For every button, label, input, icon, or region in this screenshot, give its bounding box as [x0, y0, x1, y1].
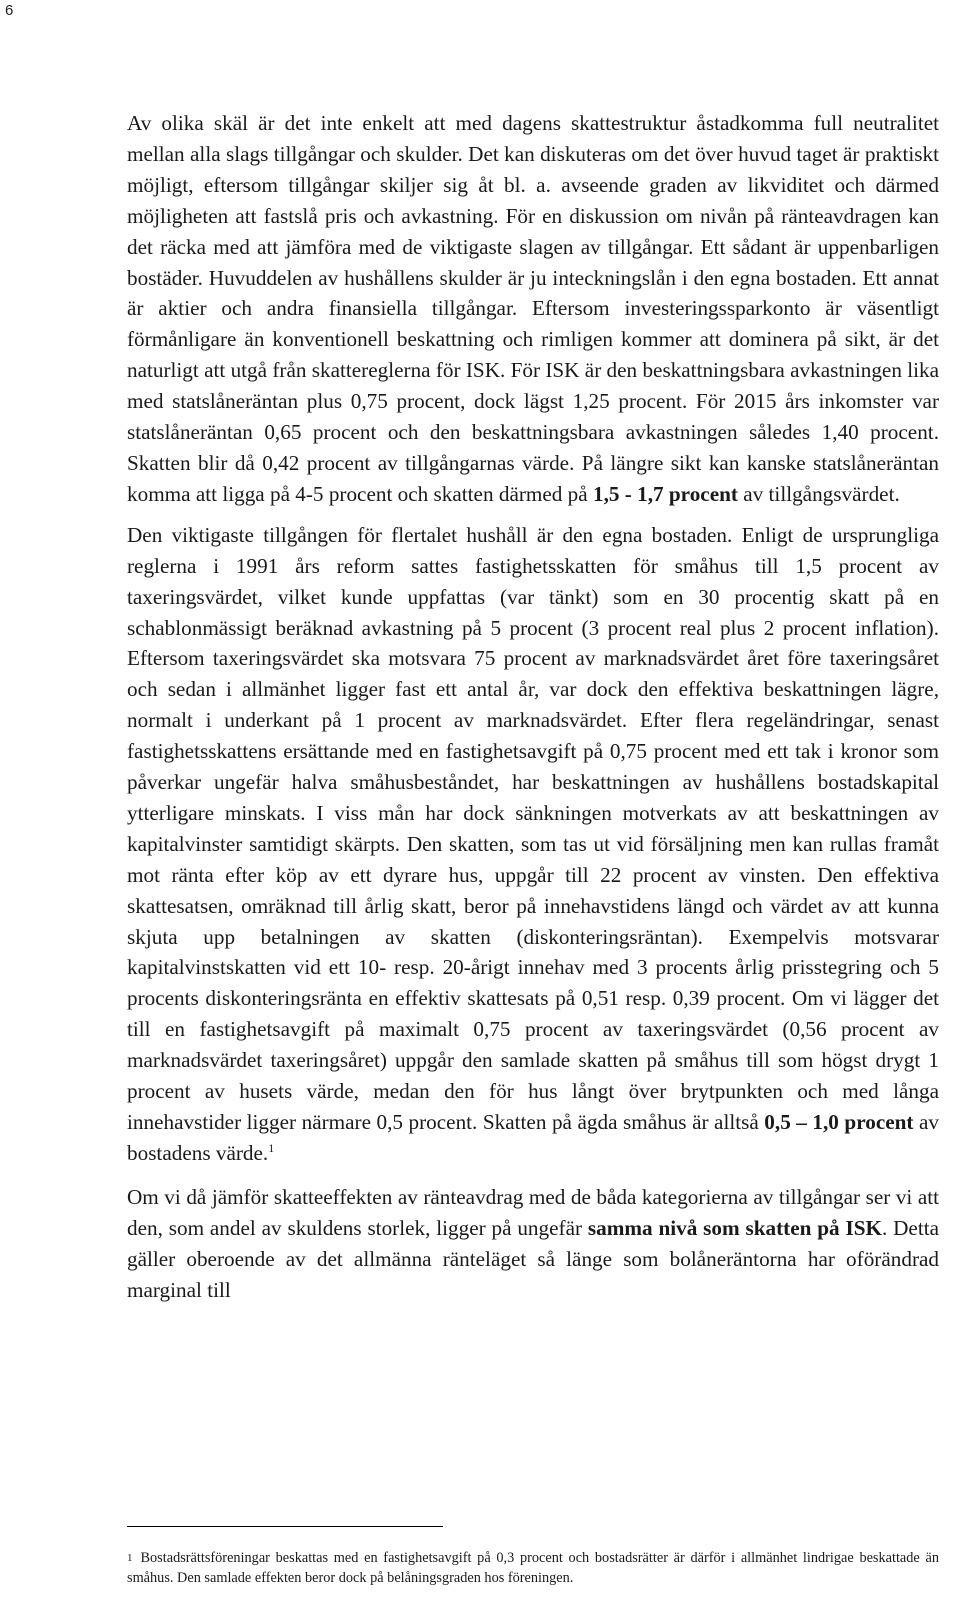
- bold-figure: samma nivå som skatten på ISK: [587, 1215, 882, 1240]
- paragraph-housing: [127, 520, 939, 1169]
- page-number: 6: [5, 2, 14, 19]
- paragraph-isk: [127, 108, 939, 510]
- paragraph-end: av tillgångsvärdet.: [737, 481, 900, 506]
- paragraph-text: Om vi då jämför skatteeffekten av ränteavdrag med de båda kategorierna av tillgångar ser vi att den, som andel av skuldens storlek, ligger på ungefär: [127, 1184, 939, 1240]
- paragraph-end: . Detta gäller oberoende av det allmänna ränteläget så länge som bolåneräntorna har oförändrad marginal till: [127, 1215, 940, 1302]
- footnote: [127, 1549, 939, 1588]
- bold-figure: 1,5 - 1,7 procent: [592, 481, 738, 506]
- footnote-divider: [127, 1526, 443, 1527]
- bold-figure: 0,5 – 1,0 procent: [764, 1110, 914, 1134]
- paragraph-text: Den viktigaste tillgången för flertalet hushåll är den egna bostaden. Enligt de ursprungliga reglerna i 1991 års reform sattes fastighetsskatten för småhus till 1,5 procent av taxeringsvärdet, vilket kunde uppfattas (var tänkt) som en 30 procentig skatt på en schablonmässigt beräknad avkastning på 5 procent (3 procent real plus 2 procent inflation). Eftersom taxeringsvärdet ska motsvara 75 procent av marknadsvärdet året före taxeringsåret och sedan i allmänhet ligger fast ett antal år, var dock den effektiva beskattningen lägre, normalt i underkant på 1 procent av marknadsvärdet. Efter flera regeländringar, senast fastighetsskattens ersättande med en fastighetsavgift på 0,75 procent med ett tak i kronor som påverkar ungefär halva småhusbeståndet, har beskattningen av hushållens bostadskapital ytterligare minskats. I viss mån har dock sänkningen motverkats av att beskattningen av kapitalvinster samtidigt skärpts. Den skatten, som tas ut vid försäljning men kan rullas framåt mot ränta efter köp av ett dyrare hus, uppgår till 22 procent av vinsten. Den effektiva skattesatsen, omräknad till årlig skatt, beror på innehavstidens längd och värdet av att kunna skjuta upp betalningen av skatten (diskonteringsräntan). Exempelvis motsvarar kapitalvinstskatten vid ett 10- resp. 20-årigt innehav med 3 procents årlig prisstegring och 5 procents diskonteringsränta en effektiv skattesats på 0,51 resp. 0,39 procent. Om vi lägger det till en fastighetsavgift på maximalt 0,75 procent av taxeringsvärdet (0,56 procent av marknadsvärdet taxeringsåret) uppgår den samlade skatten på småhus till som högst drygt 1 procent av husets värde, medan den för hus långt över brytpunkten och med långa innehavstider ligger närmare 0,5 procent. Skatten på ägda småhus är alltså: [127, 522, 939, 1134]
- paragraph-end: av bostadens värde.: [127, 1110, 940, 1165]
- body-text: [127, 108, 939, 1305]
- paragraph-text: Av olika skäl är det inte enkelt att med dagens skattestruktur åstadkomma full neutralitet mellan alla slags tillgångar och skulder. Det kan diskuteras om det över huvud taget är praktiskt möjligt, eftersom tillgångar skiljer sig åt bl. a. avseende graden av likviditet och därmed möjligheten att fastslå pris och avkastning. För en diskussion om nivån på ränteavdragen kan det räcka med att jämföra med de viktigaste slagen av tillgångar. Ett sådant är uppenbarligen bostäder. Huvuddelen av hushållens skulder är ju inteckningslån i den egna bostaden. Ett annat är aktier och andra finansiella tillgångar. Eftersom investeringssparkonto är väsentligt förmånligare än konventionell beskattning och rimligen kommer att dominera på sikt, är det naturligt att utgå från skattereglerna för ISK. För ISK är den beskattningsbara avkastningen lika med statslåneräntan plus 0,75 procent, dock lägst 1,25 procent. För 2015 års inkomster var statslåneräntan 0,65 procent och den beskattningsbara avkastningen således 1,40 procent. Skatten blir då 0,42 procent av tillgångarnas värde. På längre sikt kan kanske statslåneräntan komma att ligga på 4-5 procent och skatten därmed på: [127, 111, 939, 506]
- footnote-reference: 1: [268, 1140, 275, 1155]
- footnote-text: Bostadsrättsföreningar beskattas med en fastighetsavgift på 0,3 procent och bostadsrätter är därför i allmänhet lindrigae beskattade än småhus. Den samlade effekten beror dock på belåningsgraden hos föreningen.: [127, 1550, 939, 1586]
- footnote-number: 1: [127, 1552, 133, 1564]
- paragraph-comparison: [127, 1182, 939, 1306]
